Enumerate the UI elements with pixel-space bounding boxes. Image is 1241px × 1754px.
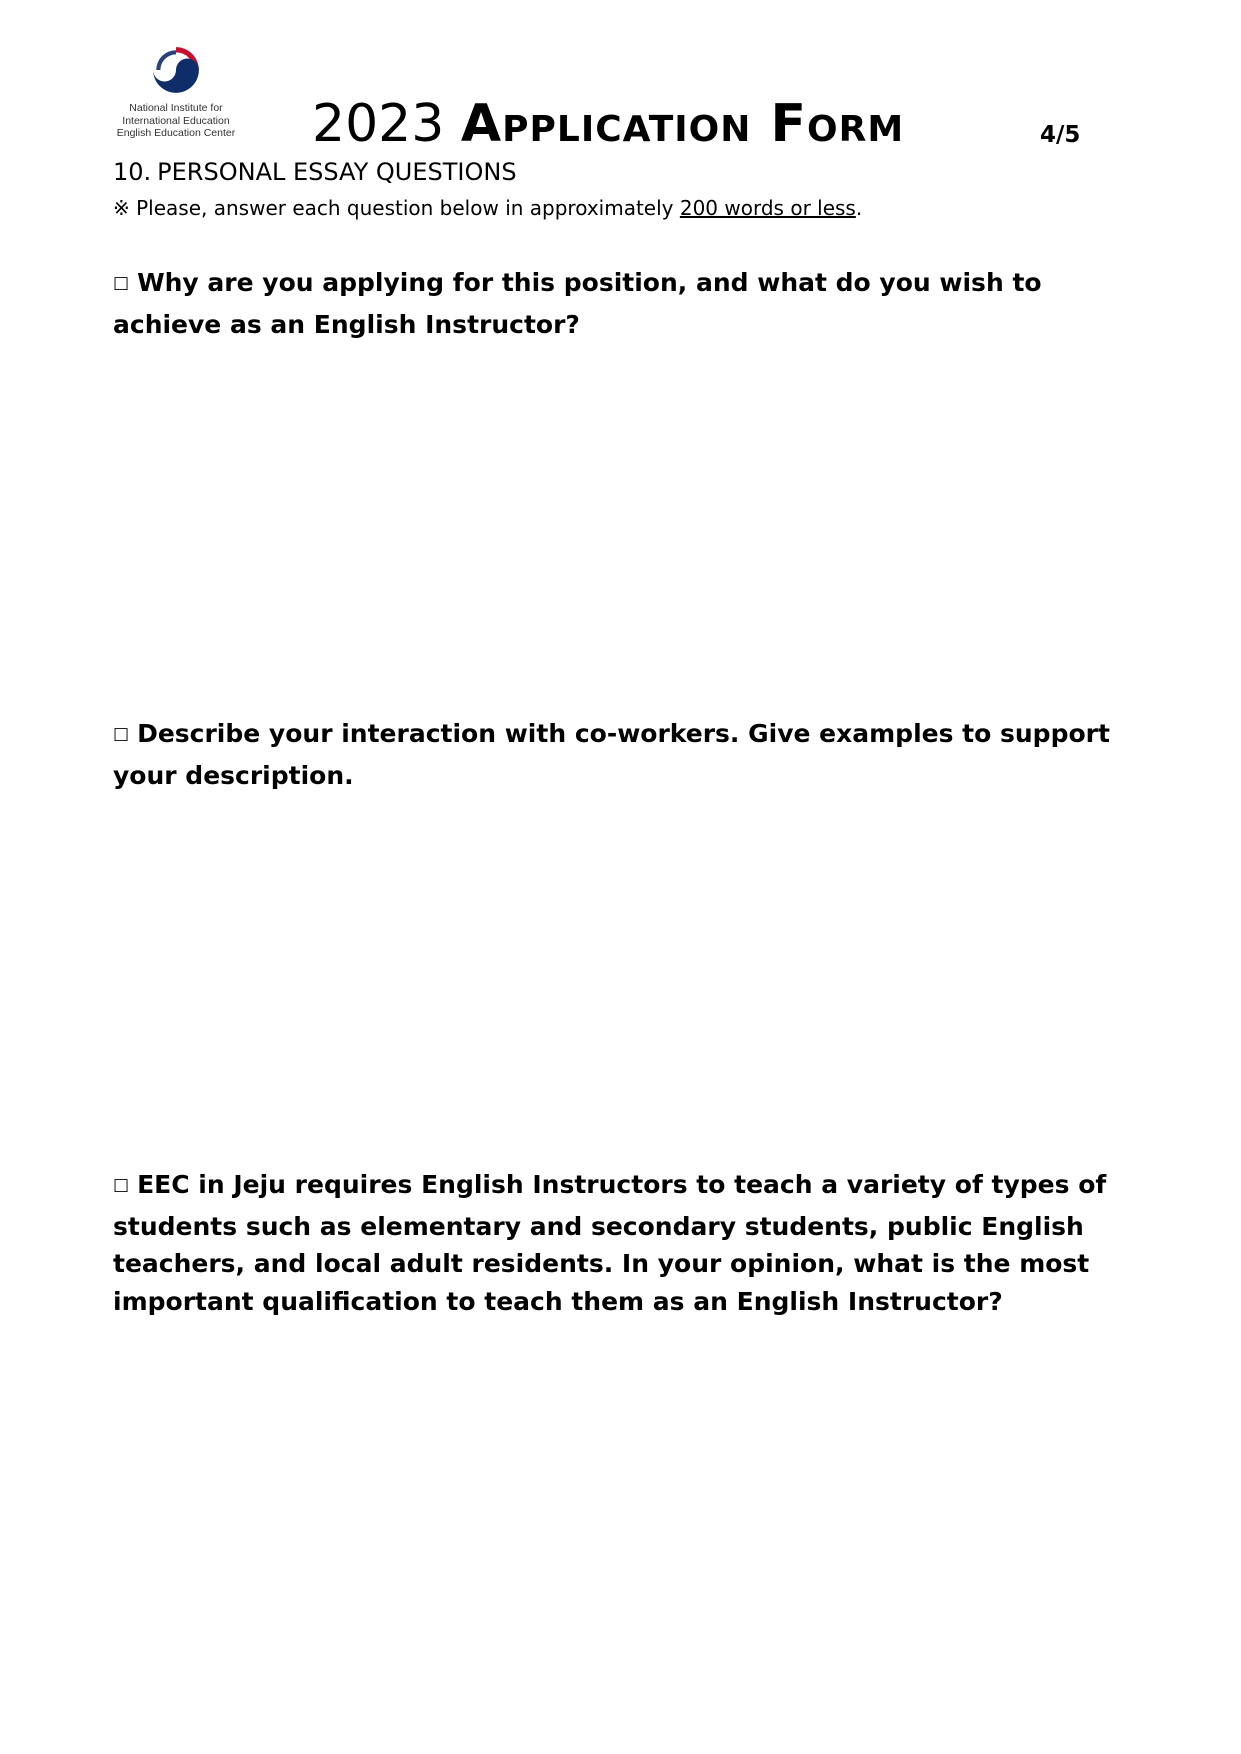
- page-title: [312, 94, 904, 154]
- essay-question-1: [113, 264, 1123, 343]
- institution-logo: [110, 44, 240, 144]
- logo-line: National Institute for: [129, 102, 223, 114]
- essay-question-2: [113, 715, 1123, 794]
- instruction-end: .: [855, 196, 863, 220]
- essay-question-3: [113, 1166, 1123, 1320]
- section-number: 10.: [113, 158, 152, 186]
- instruction-text: ※ Please, answer each question below in approximately: [113, 196, 674, 220]
- page-number: 4/5: [1040, 122, 1081, 148]
- logo-caption: [110, 102, 242, 140]
- question-text: Describe your interaction with co-workers. Give examples to support your description.: [113, 719, 1110, 790]
- word-limit-instruction: [113, 196, 862, 220]
- word-limit: 200 words or less: [679, 196, 856, 220]
- taegeuk-emblem-icon: [150, 44, 202, 96]
- section-heading: [113, 158, 517, 186]
- logo-line: International Education: [122, 114, 230, 127]
- title-year: 2023: [312, 94, 445, 154]
- checkbox-bullet-icon: □: [113, 1175, 130, 1195]
- section-title: PERSONAL ESSAY QUESTIONS: [157, 158, 517, 186]
- checkbox-bullet-icon: □: [113, 724, 130, 744]
- question-text: EEC in Jeju requires English Instructors to teach a variety of types of students such as elementary and secondary students, public English teachers, and local adult residents. In your opinion, what is the most important qualification to teach them as an English Instructor?: [113, 1170, 1107, 1316]
- title-form-name: Application Form: [460, 94, 905, 154]
- logo-line: English Education Center: [116, 127, 236, 139]
- question-text: Why are you applying for this position, and what do you wish to achieve as an English Instructor?: [113, 268, 1042, 339]
- checkbox-bullet-icon: □: [113, 273, 130, 293]
